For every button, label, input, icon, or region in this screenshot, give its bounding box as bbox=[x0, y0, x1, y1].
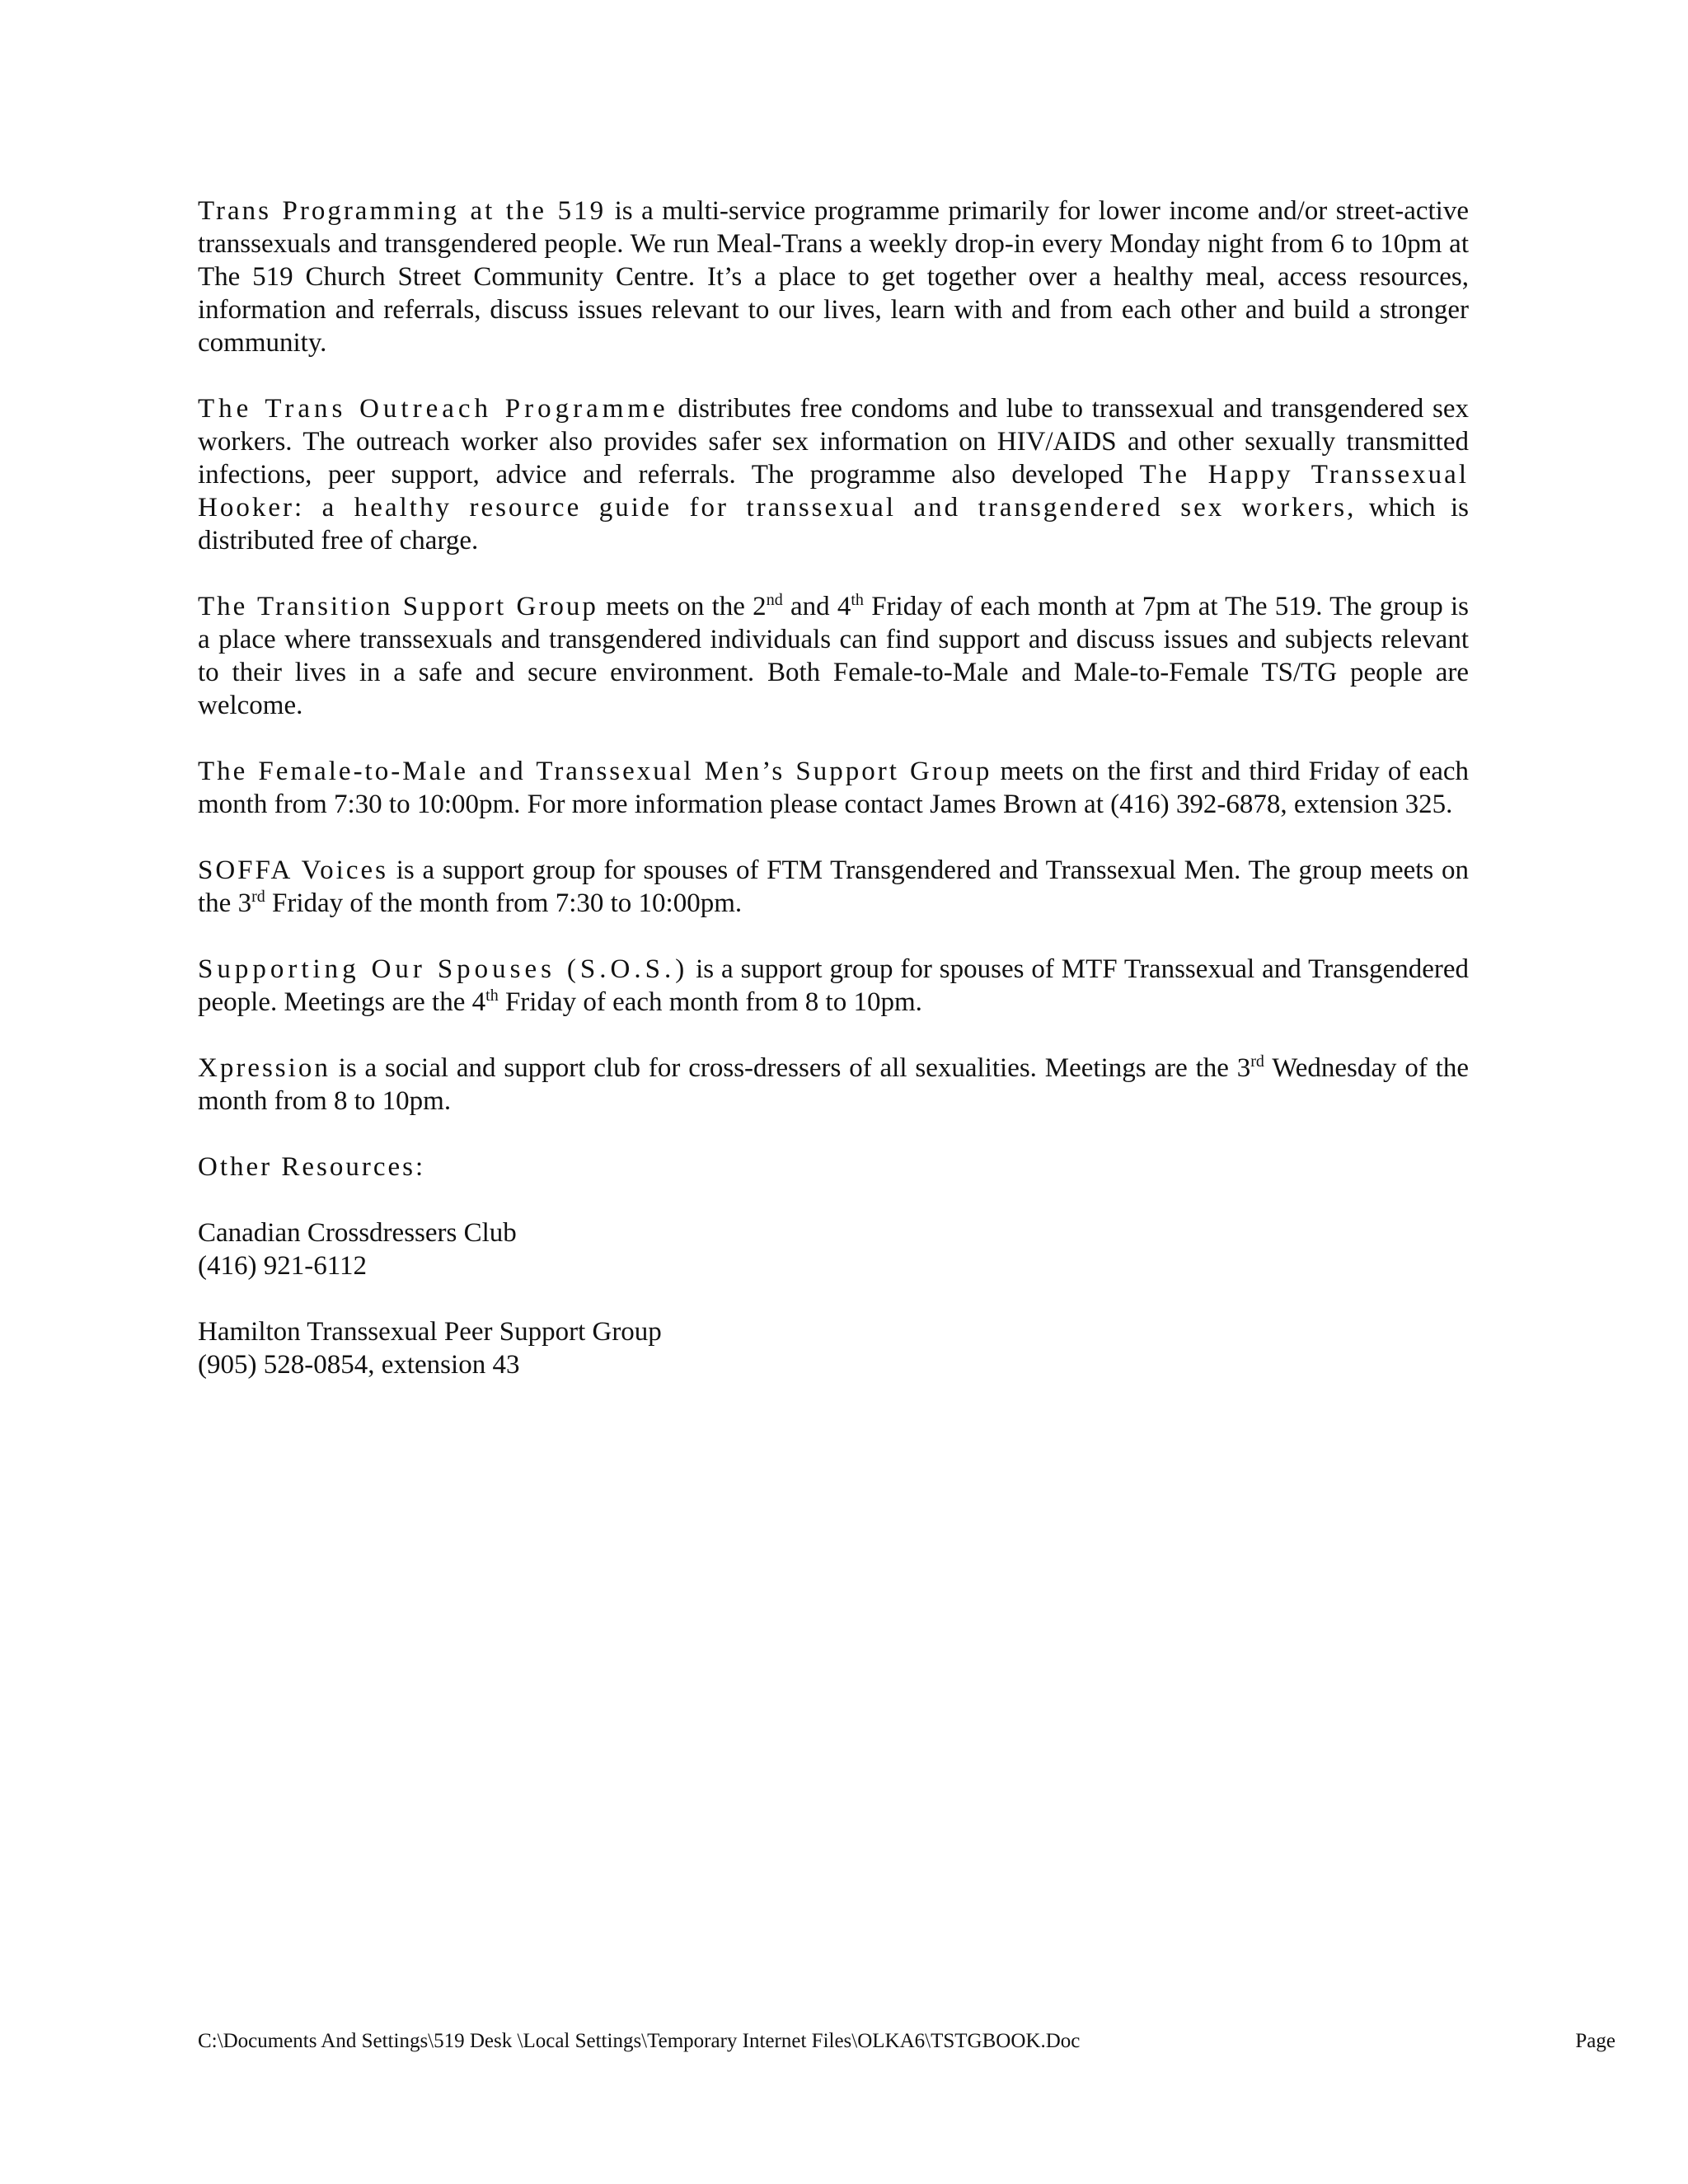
resource-guide-title: The Happy Transsexual Hooker: a healthy resource guide for transsexual and transgendered sex workers bbox=[198, 460, 1469, 523]
paragraph-text: is a support group for spouses of MTF Transsexual and Transgendered people. Meetings are the 4 bbox=[198, 954, 1469, 1017]
paragraph-supporting-our-spouses bbox=[198, 953, 1469, 1019]
paragraph-text: and 4 bbox=[782, 592, 851, 621]
paragraph-trans-outreach bbox=[198, 392, 1469, 557]
paragraph-text: Wednesday of the month from 8 to 10pm. bbox=[198, 1053, 1469, 1116]
paragraph-text: is a social and support club for cross-dressers of all sexualities. Meetings are the 3 bbox=[330, 1053, 1251, 1083]
ordinal-suffix: nd bbox=[766, 591, 783, 609]
paragraph-text: is a support group for spouses of FTM Transgendered and Transsexual Men. The group meets on the 3 bbox=[198, 855, 1469, 918]
paragraph-ftm-support bbox=[198, 755, 1469, 821]
paragraph-text: Friday of each month from 8 to 10pm. bbox=[498, 987, 922, 1017]
resource-entry bbox=[198, 1315, 1469, 1381]
ordinal-suffix: th bbox=[485, 987, 499, 1005]
paragraph-trans-programming bbox=[198, 194, 1469, 359]
footer-page-label: Page bbox=[1575, 2030, 1615, 2052]
footer-file-path: C:\Documents And Settings\519 Desk \Local Settings\Temporary Internet Files\OLKA6\TSTGBOOK.Doc bbox=[198, 2030, 1081, 2052]
paragraph-text: distributes free condoms and lube to transsexual and transgendered sex workers. The outreach worker also provides safer sex information on HIV/AIDS and other sexually transmitted infections, peer support, advice and referrals. The programme also developed bbox=[198, 394, 1469, 490]
paragraph-lead: Trans Programming at the 519 bbox=[198, 196, 607, 226]
paragraph-text: , which is distributed free of charge. bbox=[198, 493, 1469, 555]
paragraph-lead: Supporting Our Spouses (S.O.S.) bbox=[198, 954, 689, 984]
paragraph-transition-support bbox=[198, 590, 1469, 722]
paragraph-lead: SOFFA Voices bbox=[198, 855, 388, 885]
paragraph-text: meets on the first and third Friday of each month from 7:30 to 10:00pm. For more information please contact James Brown at (416) 392-6878, extension 325. bbox=[198, 757, 1469, 819]
ordinal-suffix: rd bbox=[1250, 1052, 1264, 1071]
paragraph-lead: The Trans Outreach Programme bbox=[198, 394, 669, 424]
ordinal-suffix: th bbox=[851, 591, 864, 609]
resource-entry bbox=[198, 1216, 1469, 1282]
paragraph-lead: The Female-to-Male and Transsexual Men’s Support Group bbox=[198, 757, 992, 786]
paragraph-soffa-voices bbox=[198, 854, 1469, 920]
paragraph-text: is a multi-service programme primarily for lower income and/or street-active transsexuals and transgendered people. We run Meal-Trans a weekly drop-in every Monday night from 6 to 10pm at The 519 Church Street Community Centre. It’s a place to get together over a healthy meal, access resources, information and referrals, discuss issues relevant to our lives, learn with and from each other and build a stronger community. bbox=[198, 196, 1469, 358]
paragraph-xpression bbox=[198, 1052, 1469, 1118]
paragraph-text: Friday of the month from 7:30 to 10:00pm. bbox=[265, 888, 743, 918]
resource-phone: (905) 528-0854, extension 43 bbox=[198, 1350, 520, 1380]
resource-name: Canadian Crossdressers Club bbox=[198, 1218, 517, 1248]
paragraph-text: Friday of each month at 7pm at The 519. The group is a place where transsexuals and transgendered individuals can find support and discuss issues and subjects relevant to their lives in a safe and secure environment. Both Female-to-Male and Male-to-Female TS/TG people are welcome. bbox=[198, 592, 1469, 720]
ordinal-suffix: rd bbox=[251, 888, 265, 906]
paragraph-text: meets on the 2 bbox=[598, 592, 767, 621]
resource-phone: (416) 921-6112 bbox=[198, 1251, 367, 1281]
resource-name: Hamilton Transsexual Peer Support Group bbox=[198, 1317, 662, 1347]
paragraph-lead: Xpression bbox=[198, 1053, 331, 1083]
document-body bbox=[198, 194, 1469, 1414]
paragraph-lead: The Transition Support Group bbox=[198, 592, 598, 621]
other-resources-heading: Other Resources: bbox=[198, 1152, 426, 1182]
